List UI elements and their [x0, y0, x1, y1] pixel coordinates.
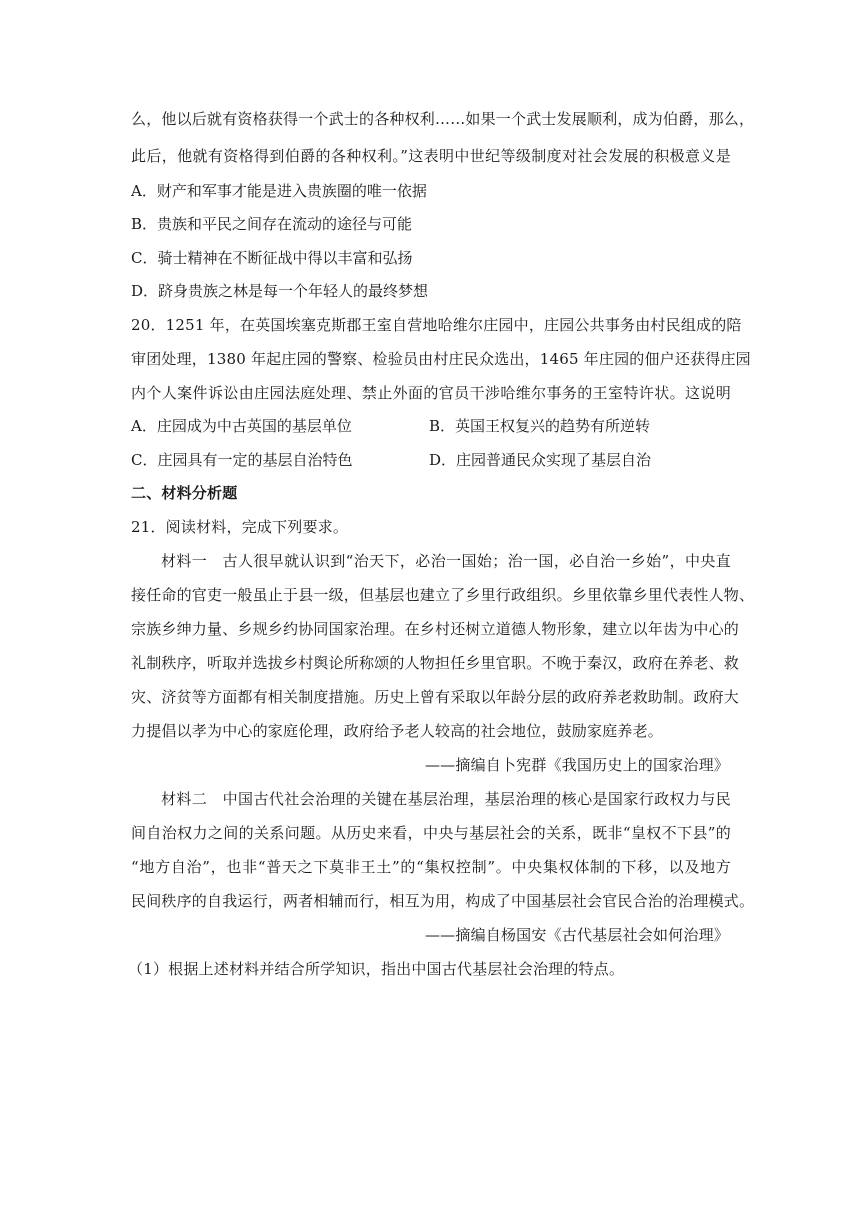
q20-option-a: A．庄园成为中古英国的基层单位 — [131, 417, 352, 435]
q20-option-d: D．庄园普通民众实现了基层自治 — [429, 451, 652, 469]
q21-sub-question-1: （1）根据上述材料并结合所学知识，指出中国古代基层社会治理的特点。 — [128, 960, 625, 978]
q21-intro: 21．阅读材料，完成下列要求。 — [131, 518, 349, 536]
material2-line-1: 材料二 中国古代社会治理的关键在基层治理，基层治理的核心是国家行政权力与民 — [161, 790, 731, 808]
q20-stem-line-2: 审团处理，1380 年起庄园的警察、检验员由村庄民众选出，1465 年庄园的佃户还获得庄园 — [131, 350, 751, 368]
q20-option-c: C．庄园具有一定的基层自治特色 — [131, 451, 353, 469]
q19-stem-line-2: 此后，他就有资格得到伯爵的各种权利。”这表明中世纪等级制度对社会发展的积极意义是 — [131, 147, 731, 165]
q20-stem-line-1: 20．1251 年，在英国埃塞克斯郡王室自营地哈维尔庄园中，庄园公共事务由村民组成的陪 — [131, 316, 742, 334]
material1-source: ——摘编自卜宪群《我国历史上的国家治理》 — [424, 756, 729, 774]
q19-stem-line-1: 么，他以后就有资格获得一个武士的各种权利……如果一个武士发展顺利，成为伯爵，那么， — [131, 110, 755, 128]
material1-line-5: 灾、济贫等方面都有相关制度措施。历史上曾有采取以年龄分层的政府养老救助制。政府大 — [131, 688, 740, 706]
q20-option-b: B．英国王权复兴的趋势有所逆转 — [429, 417, 651, 435]
material1-line-6: 力提倡以孝为中心的家庭伦理，政府给予老人较高的社会地位，鼓励家庭养老。 — [131, 722, 664, 740]
section-heading: 二、材料分析题 — [131, 484, 238, 502]
material1-line-2: 接任命的官吏一般虽止于县一级，但基层也建立了乡里行政组织。乡里依靠乡里代表性人物、 — [131, 586, 755, 604]
q19-option-d: D．跻身贵族之林是每一个年轻人的最终梦想 — [131, 282, 429, 300]
q19-option-a: A．财产和军事才能是进入贵族圈的唯一依据 — [131, 182, 427, 200]
material1-line-1: 材料一 古人很早就认识到“治天下，必治一国始；治一国，必自治一乡始”，中央直 — [161, 552, 731, 570]
material1-line-3: 宗族乡绅力量、乡规乡约协同国家治理。在乡村还树立道德人物形象，建立以年齿为中心的 — [131, 620, 740, 638]
q19-option-b: B．贵族和平民之间存在流动的途径与可能 — [131, 215, 413, 233]
material2-line-4: 民间秩序的自我运行，两者相辅而行，相互为用，构成了中国基层社会官民合治的治理模式。 — [131, 892, 755, 910]
q19-option-c: C．骑士精神在不断征战中得以丰富和弘扬 — [131, 249, 413, 267]
material2-source: ——摘编自杨国安《古代基层社会如何治理》 — [424, 926, 729, 944]
q20-stem-line-3: 内个人案件诉讼由庄园法庭处理、禁止外面的官员干涉哈维尔事务的王室特许状。这说明 — [131, 384, 731, 402]
material2-line-2: 间自治权力之间的关系问题。从历史来看，中央与基层社会的关系，既非“皇权不下县”的 — [131, 824, 731, 842]
material2-line-3: “地方自治”，也非“普天之下莫非王土”的“集权控制”。中央集权体制的下移，以及地方 — [131, 858, 731, 876]
material1-line-4: 礼制秩序，听取并选拔乡村舆论所称颂的人物担任乡里官职。不晚于秦汉，政府在养老、救 — [131, 654, 740, 672]
